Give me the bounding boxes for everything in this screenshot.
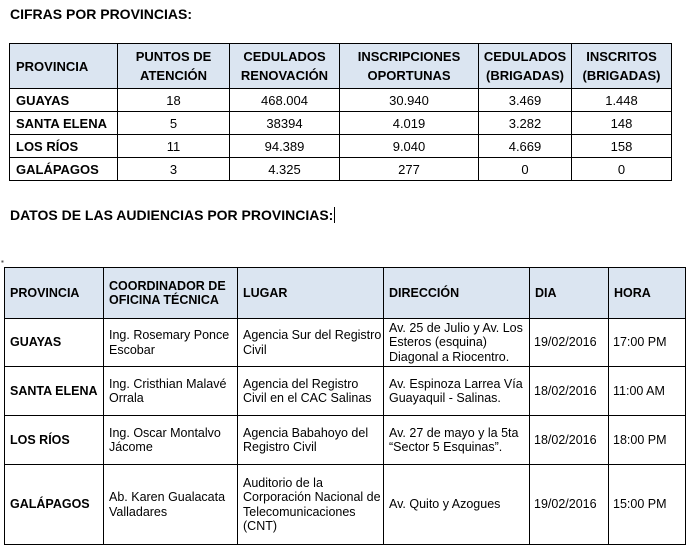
cell-lugar: Agencia Sur del Registro Civil: [238, 319, 384, 367]
cifras-table: [9, 43, 672, 181]
col-header-cedulados-brigadas: CEDULADOS (BRIGADAS): [479, 44, 572, 89]
anchor-icon: ▪: [1, 257, 4, 266]
cell-provincia: GALÁPAGOS: [5, 465, 104, 545]
col-header-hora: HORA: [609, 268, 686, 319]
heading-audiencias-text: DATOS DE LAS AUDIENCIAS POR PROVINCIAS:: [10, 207, 334, 223]
heading-cifras: CIFRAS POR PROVINCIAS:: [10, 6, 193, 22]
col-header-direccion: DIRECCIÓN: [384, 268, 530, 319]
cell-cedulados-brigadas: 4.669: [479, 135, 572, 158]
table-row: [5, 319, 686, 367]
col-header-inscripciones-oportunas: INSCRIPCIONES OPORTUNAS: [340, 44, 479, 89]
cell-inscripciones: 277: [340, 158, 479, 181]
cell-direccion: Av. 25 de Julio y Av. Los Esteros (esquina) Diagonal a Riocentro.: [384, 319, 530, 367]
cell-coordinador: Ab. Karen Gualacata Valladares: [104, 465, 238, 545]
audiencias-table: [4, 267, 686, 545]
cell-inscripciones: 9.040: [340, 135, 479, 158]
col-header-inscritos-brigadas: INSCRITOS (BRIGADAS): [572, 44, 672, 89]
cell-hora: 15:00 PM: [609, 465, 686, 545]
cell-inscritos-brigadas: 1.448: [572, 89, 672, 112]
cell-inscripciones: 30.940: [340, 89, 479, 112]
cell-coordinador: Ing. Oscar Montalvo Jácome: [104, 416, 238, 465]
cell-direccion: Av. 27 de mayo y la 5ta “Sector 5 Esquinas”.: [384, 416, 530, 465]
cell-puntos: 5: [118, 112, 230, 135]
cifras-header-row: [10, 44, 672, 89]
cell-cedulados-renovacion: 38394: [230, 112, 340, 135]
table-row: [5, 416, 686, 465]
cell-dia: 18/02/2016: [530, 367, 609, 416]
table-row: [10, 89, 672, 112]
table-row: [5, 367, 686, 416]
col-header-provincia: PROVINCIA: [5, 268, 104, 319]
cell-dia: 19/02/2016: [530, 319, 609, 367]
cell-hora: 18:00 PM: [609, 416, 686, 465]
cell-inscripciones: 4.019: [340, 112, 479, 135]
heading-audiencias: [10, 207, 335, 223]
text-cursor: [334, 207, 335, 223]
cell-puntos: 11: [118, 135, 230, 158]
cell-direccion: Av. Quito y Azogues: [384, 465, 530, 545]
table-row: [5, 465, 686, 545]
table-row: [10, 112, 672, 135]
table-row: [10, 135, 672, 158]
col-header-provincia: PROVINCIA: [10, 44, 118, 89]
cell-provincia: LOS RÍOS: [10, 135, 118, 158]
col-header-coordinador: COORDINADOR DE OFICINA TÉCNICA: [104, 268, 238, 319]
table-row: [10, 158, 672, 181]
cell-cedulados-brigadas: 0: [479, 158, 572, 181]
cell-inscritos-brigadas: 148: [572, 112, 672, 135]
cell-provincia: SANTA ELENA: [10, 112, 118, 135]
cell-provincia: GALÁPAGOS: [10, 158, 118, 181]
audiencias-header-row: [5, 268, 686, 319]
cell-puntos: 18: [118, 89, 230, 112]
cell-direccion: Av. Espinoza Larrea Vía Guayaquil - Salinas.: [384, 367, 530, 416]
cell-coordinador: Ing. Rosemary Ponce Escobar: [104, 319, 238, 367]
cell-lugar: Auditorio de la Corporación Nacional de Telecomunicaciones (CNT): [238, 465, 384, 545]
cell-inscritos-brigadas: 158: [572, 135, 672, 158]
cell-dia: 18/02/2016: [530, 416, 609, 465]
col-header-puntos-atencion: PUNTOS DE ATENCIÓN: [118, 44, 230, 89]
col-header-cedulados-renovacion: CEDULADOS RENOVACIÓN: [230, 44, 340, 89]
cell-inscritos-brigadas: 0: [572, 158, 672, 181]
cell-cedulados-brigadas: 3.469: [479, 89, 572, 112]
cell-provincia: SANTA ELENA: [5, 367, 104, 416]
cell-cedulados-renovacion: 94.389: [230, 135, 340, 158]
cell-puntos: 3: [118, 158, 230, 181]
cell-cedulados-renovacion: 4.325: [230, 158, 340, 181]
cell-dia: 19/02/2016: [530, 465, 609, 545]
col-header-lugar: LUGAR: [238, 268, 384, 319]
cell-cedulados-brigadas: 3.282: [479, 112, 572, 135]
cell-provincia: GUAYAS: [10, 89, 118, 112]
cell-provincia: LOS RÍOS: [5, 416, 104, 465]
cell-coordinador: Ing. Cristhian Malavé Orrala: [104, 367, 238, 416]
cell-lugar: Agencia Babahoyo del Registro Civil: [238, 416, 384, 465]
cell-hora: 11:00 AM: [609, 367, 686, 416]
col-header-dia: DIA: [530, 268, 609, 319]
cell-lugar: Agencia del Registro Civil en el CAC Salinas: [238, 367, 384, 416]
cell-provincia: GUAYAS: [5, 319, 104, 367]
cell-cedulados-renovacion: 468.004: [230, 89, 340, 112]
cell-hora: 17:00 PM: [609, 319, 686, 367]
